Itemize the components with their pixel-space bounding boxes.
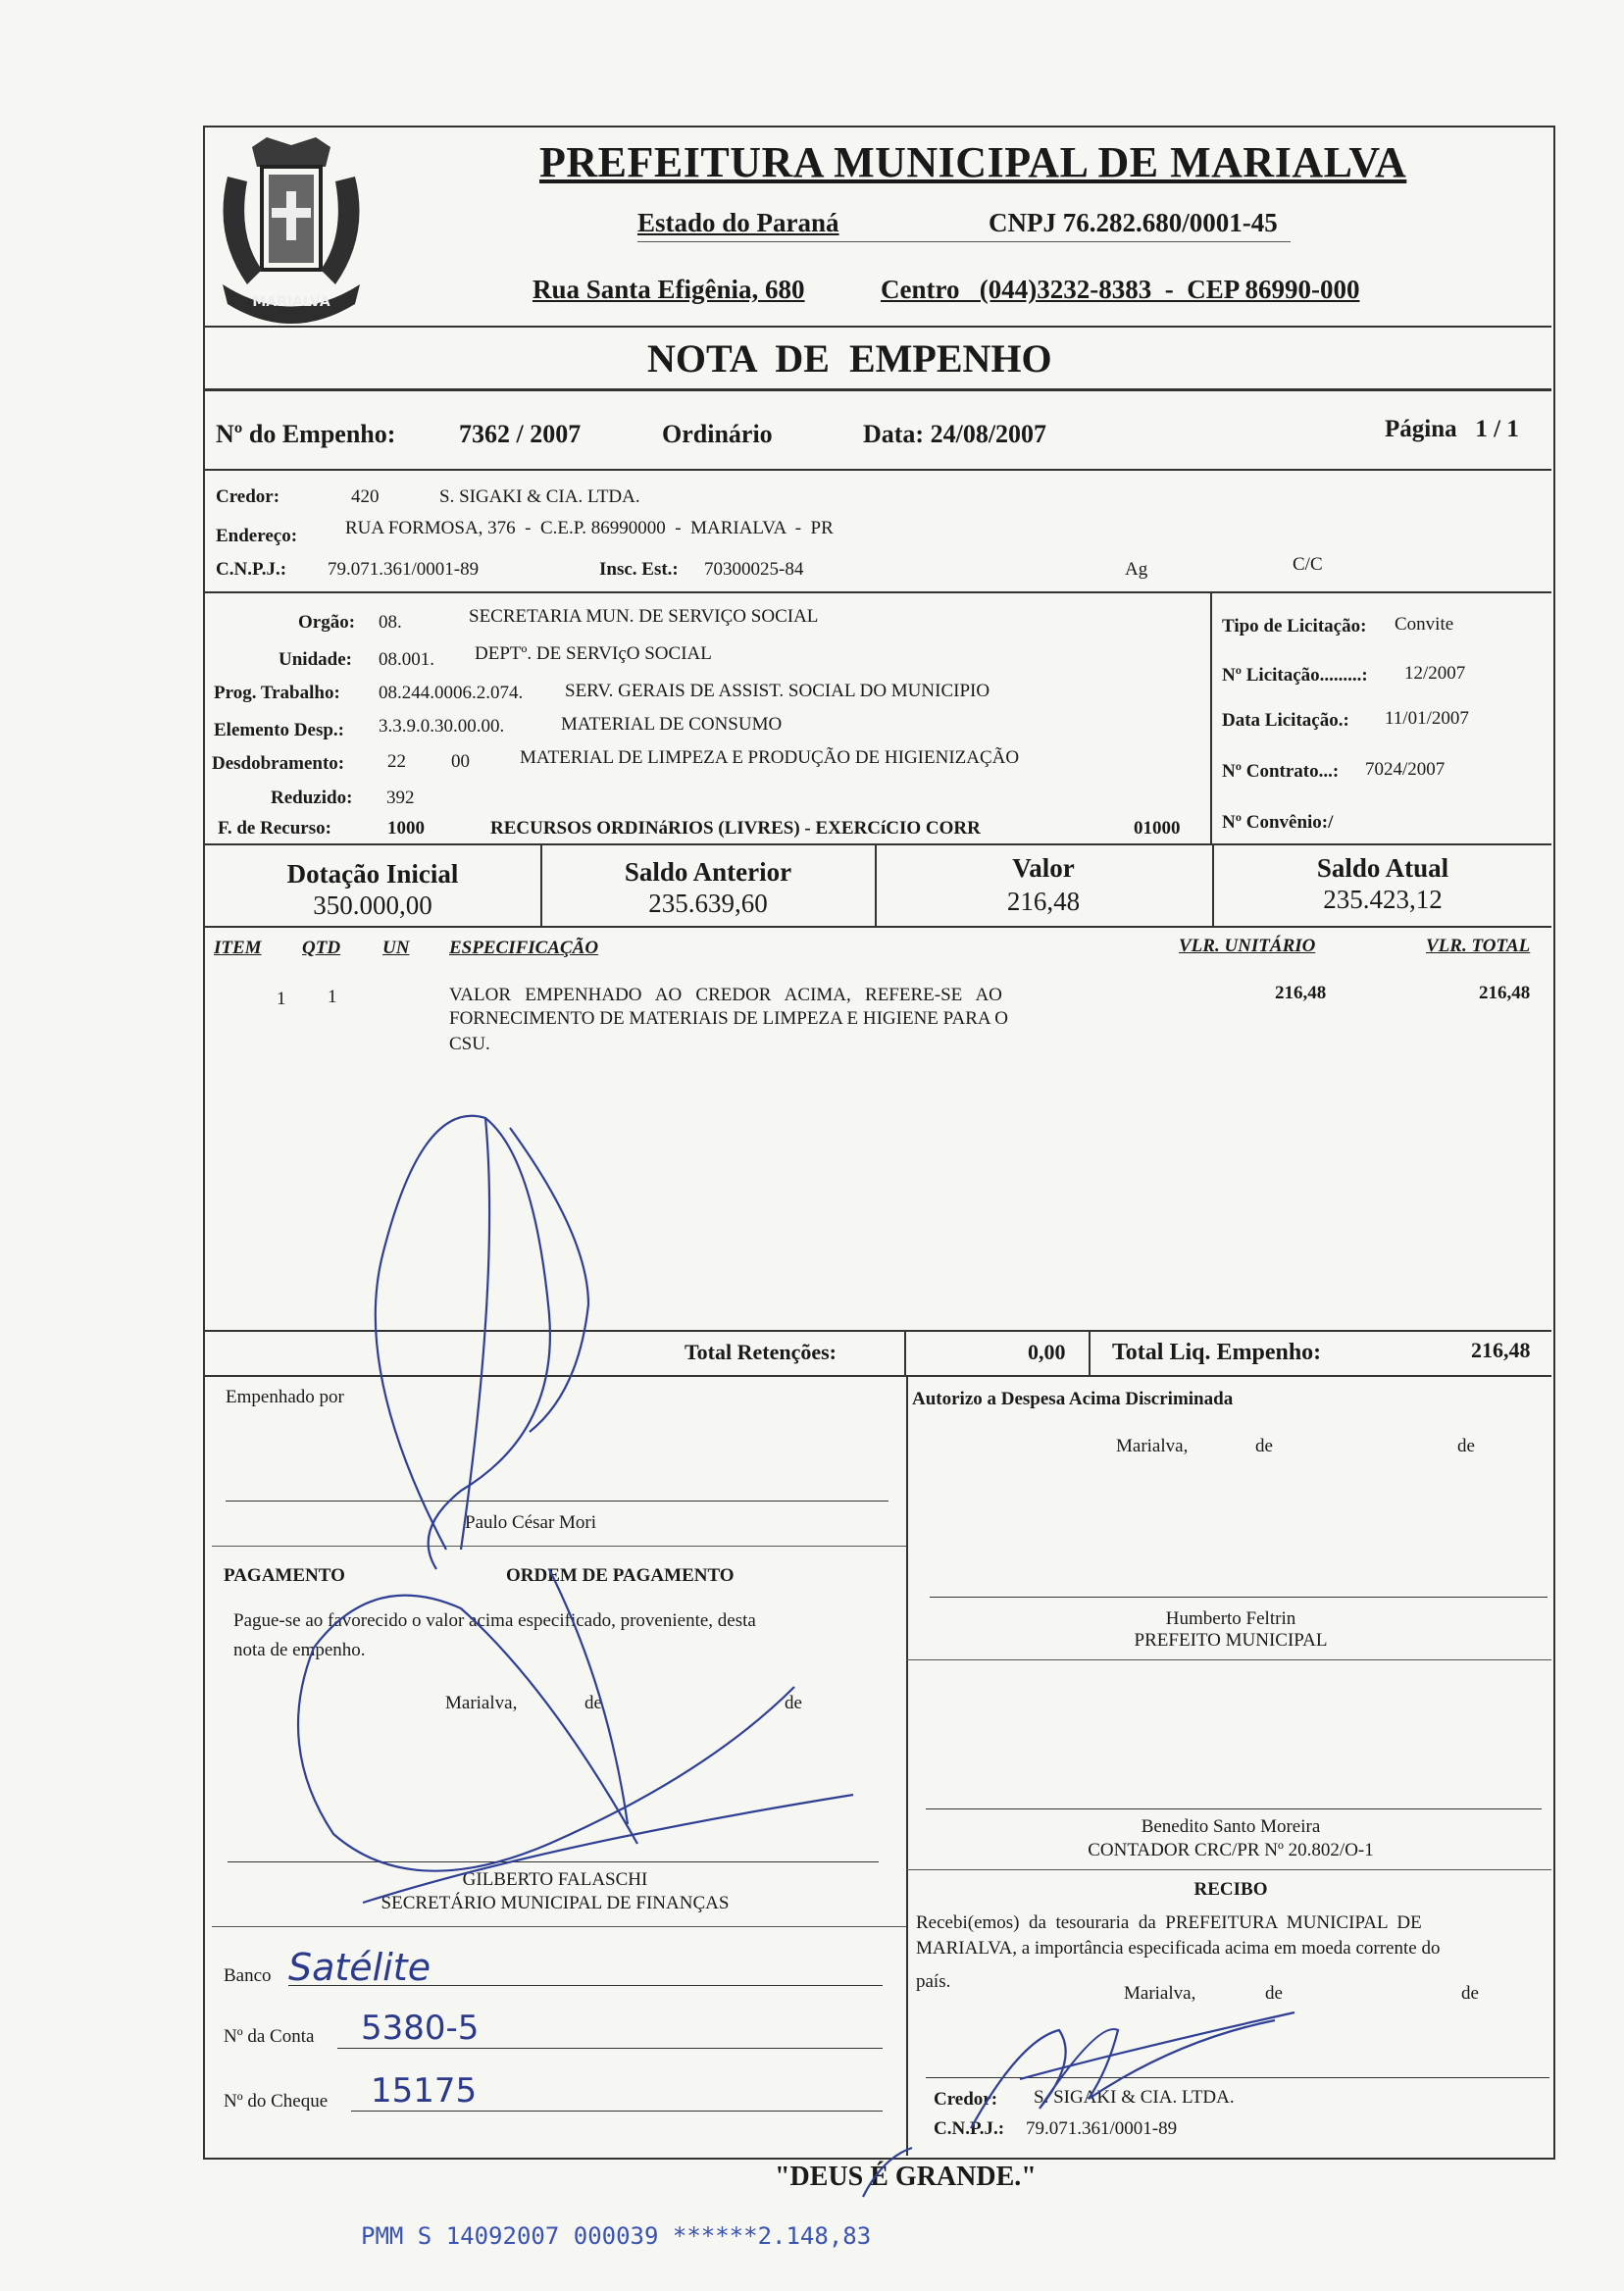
col-qtd: QTD	[302, 938, 341, 958]
contrato-label: Nº Contrato...:	[1222, 761, 1340, 782]
orgao-value: SECRETARIA MUN. DE SERVIÇO SOCIAL	[469, 606, 819, 627]
saldo-anterior-value: 235.639,60	[648, 889, 768, 918]
contador-role: CONTADOR CRC/PR Nº 20.802/O-1	[1088, 1840, 1374, 1860]
desd-value: MATERIAL DE LIMPEZA E PRODUÇÃO DE HIGIENIZAÇÃO	[520, 747, 1020, 768]
signature-recibo	[1020, 2012, 1294, 2079]
unidade-code: 08.001.	[379, 649, 434, 670]
cnpj-label: C.N.P.J.:	[216, 559, 287, 580]
item-vlr-total: 216,48	[1479, 983, 1531, 1003]
recibo-credor-label: Credor:	[934, 2089, 998, 2110]
secretario-role: SECRETÁRIO MUNICIPAL DE FINANÇAS	[381, 1893, 730, 1913]
contrato-value: 7024/2007	[1365, 759, 1446, 780]
tipo-licitacao-value: Convite	[1395, 614, 1454, 635]
recibo-cnpj-label: C.N.P.J.:	[934, 2118, 1005, 2139]
col-especificacao: ESPECIFICAÇÃO	[449, 938, 599, 958]
pagamento-de1: de	[584, 1693, 602, 1713]
footer-motto: "DEUS É GRANDE."	[775, 2162, 1037, 2192]
credor-name: S. SIGAKI & CIA. LTDA.	[439, 486, 640, 507]
empenhado-name: Paulo César Mori	[465, 1512, 597, 1533]
reduzido-label: Reduzido:	[271, 788, 353, 808]
pagamento-text: Pague-se ao favorecido o valor acima especificado, proveniente, desta	[233, 1610, 756, 1631]
item-spec-line: CSU.	[449, 1034, 490, 1054]
col-item: ITEM	[214, 938, 262, 958]
pagamento-city: Marialva,	[445, 1693, 518, 1713]
credor-code: 420	[351, 486, 380, 507]
signature-paulo	[461, 1118, 489, 1550]
header-contact: Centro (044)3232-8383 - CEP 86990-000	[881, 275, 1360, 304]
doc-title: NOTA DE EMPENHO	[647, 336, 1052, 381]
col-vlr-unitario: VLR. UNITÁRIO	[1179, 936, 1316, 956]
ag-label: Ag	[1125, 559, 1148, 580]
liq-empenho-label: Total Liq. Empenho:	[1112, 1340, 1322, 1365]
endereco-label: Endereço:	[216, 526, 298, 546]
recurso-code: 1000	[387, 818, 425, 839]
contador-name: Benedito Santo Moreira	[1141, 1816, 1321, 1837]
liq-empenho-value: 216,48	[1471, 1338, 1531, 1362]
autorizo-label: Autorizo a Despesa Acima Discriminada	[912, 1389, 1234, 1409]
autorizo-de2: de	[1457, 1436, 1475, 1456]
cheque-label: Nº do Cheque	[224, 2091, 329, 2112]
autorizo-city: Marialva,	[1116, 1436, 1189, 1456]
banco-value[interactable]: Satélite	[288, 1946, 431, 1989]
banco-label: Banco	[224, 1965, 272, 1986]
recibo-city: Marialva,	[1124, 1983, 1196, 2004]
empenho-type: Ordinário	[662, 420, 773, 448]
endereco-value: RUA FORMOSA, 376 - C.E.P. 86990000 - MARIALVA - PR	[345, 518, 834, 538]
prog-label: Prog. Trabalho:	[214, 683, 340, 703]
item-vlr-unitario: 216,48	[1275, 983, 1327, 1003]
header-cnpj: CNPJ 76.282.680/0001-45	[989, 208, 1278, 237]
signature-recibo	[971, 2020, 1275, 2128]
prefeito-name: Humberto Feltrin	[1165, 1608, 1296, 1629]
autorizo-de1: de	[1255, 1436, 1273, 1456]
recibo-de1: de	[1265, 1983, 1283, 2004]
signature-gilberto	[549, 1569, 628, 1824]
item-qtd: 1	[328, 987, 337, 1007]
recurso-code2: 01000	[1134, 818, 1181, 839]
conta-label: Nº da Conta	[224, 2026, 315, 2047]
data-licitacao-value: 11/01/2007	[1385, 708, 1469, 729]
dotacao-value: 350.000,00	[313, 891, 432, 920]
recibo-credor-value: S. SIGAKI & CIA. LTDA.	[1034, 2087, 1235, 2108]
page-number: Página 1 / 1	[1385, 416, 1519, 442]
prog-value: SERV. GERAIS DE ASSIST. SOCIAL DO MUNICIPIO	[565, 681, 990, 701]
desd-code2: 00	[451, 751, 470, 772]
elemento-label: Elemento Desp.:	[214, 720, 344, 740]
payment-stamp: PMM S 14092007 000039 ******2.148,83	[361, 2222, 872, 2250]
cheque-value[interactable]: 15175	[371, 2071, 478, 2111]
recibo-de2: de	[1461, 1983, 1479, 2004]
pagamento-label: PAGAMENTO	[224, 1565, 345, 1586]
signature-deus	[863, 2148, 912, 2197]
col-vlr-total: VLR. TOTAL	[1426, 936, 1531, 956]
recibo-text: Recebi(emos) da tesouraria da PREFEITURA MUNICIPAL DE	[916, 1912, 1422, 1933]
tipo-licitacao-label: Tipo de Licitação:	[1222, 616, 1367, 636]
desd-code1: 22	[387, 751, 406, 772]
empenho-label: Nº do Empenho:	[216, 420, 396, 448]
recibo-title: RECIBO	[1193, 1879, 1268, 1900]
page-title: PREFEITURA MUNICIPAL DE MARIALVA	[539, 138, 1407, 186]
insc-label: Insc. Est.:	[599, 559, 679, 580]
cc-label: C/C	[1293, 554, 1323, 575]
unidade-label: Unidade:	[279, 649, 352, 670]
valor-label: Valor	[1012, 853, 1075, 883]
cnpj-value: 79.071.361/0001-89	[328, 559, 480, 580]
retencoes-value: 0,00	[1028, 1340, 1066, 1364]
header-address: Rua Santa Efigênia, 680	[533, 275, 805, 304]
unidade-value: DEPTº. DE SERVIçO SOCIAL	[475, 643, 712, 664]
recurso-label: F. de Recurso:	[218, 818, 331, 839]
orgao-code: 08.	[379, 612, 402, 633]
signature-gilberto	[298, 1596, 794, 1871]
prefeito-role: PREFEITO MUNICIPAL	[1134, 1630, 1328, 1651]
conta-value[interactable]: 5380-5	[361, 2009, 480, 2048]
credor-label: Credor:	[216, 486, 280, 507]
item-spec-line: FORNECIMENTO DE MATERIAIS DE LIMPEZA E HIGIENE PARA O	[449, 1008, 1009, 1029]
num-licitacao-value: 12/2007	[1404, 663, 1466, 684]
crest-text: MARIALVA	[252, 294, 330, 310]
desd-label: Desdobramento:	[212, 753, 345, 774]
recibo-cnpj-value: 79.071.361/0001-89	[1026, 2118, 1178, 2139]
empenho-date: Data: 24/08/2007	[863, 420, 1047, 448]
signature-paulo	[376, 1116, 550, 1569]
recibo-text: país.	[916, 1971, 951, 1992]
header-state: Estado do Paraná	[637, 208, 839, 237]
pagamento-text: nota de empenho.	[233, 1640, 366, 1660]
col-un: UN	[382, 938, 410, 958]
insc-value: 70300025-84	[704, 559, 804, 580]
dotacao-label: Dotação Inicial	[286, 859, 459, 889]
saldo-atual-label: Saldo Atual	[1316, 853, 1449, 883]
saldo-atual-value: 235.423,12	[1323, 885, 1443, 914]
num-licitacao-label: Nº Licitação.........:	[1222, 665, 1368, 686]
orgao-label: Orgão:	[298, 612, 356, 633]
prog-code: 08.244.0006.2.074.	[379, 683, 524, 703]
signature-gilberto	[363, 1795, 853, 1903]
valor-value: 216,48	[1006, 887, 1081, 916]
item-number: 1	[277, 989, 286, 1009]
saldo-anterior-label: Saldo Anterior	[624, 857, 792, 887]
pagamento-de2: de	[785, 1693, 802, 1713]
empenho-number: 7362 / 2007	[459, 420, 582, 448]
data-licitacao-label: Data Licitação.:	[1222, 710, 1349, 731]
retencoes-label: Total Retenções:	[685, 1340, 837, 1364]
convenio-label: Nº Convênio:/	[1222, 812, 1334, 833]
elemento-code: 3.3.9.0.30.00.00.	[379, 716, 505, 737]
item-spec-line: VALOR EMPENHADO AO CREDOR ACIMA, REFERE-SE AO	[449, 985, 1002, 1005]
elemento-value: MATERIAL DE CONSUMO	[561, 714, 783, 735]
ordem-pagamento-label: ORDEM DE PAGAMENTO	[506, 1565, 735, 1586]
recurso-value: RECURSOS ORDINáRIOS (LIVRES) - EXERCíCIO CORR	[490, 818, 981, 839]
reduzido-value: 392	[386, 788, 415, 808]
empenhado-label: Empenhado por	[226, 1387, 344, 1407]
secretario-name: GILBERTO FALASCHI	[462, 1869, 648, 1890]
recibo-text: MARIALVA, a importância especificada acima em moeda corrente do	[916, 1938, 1441, 1959]
